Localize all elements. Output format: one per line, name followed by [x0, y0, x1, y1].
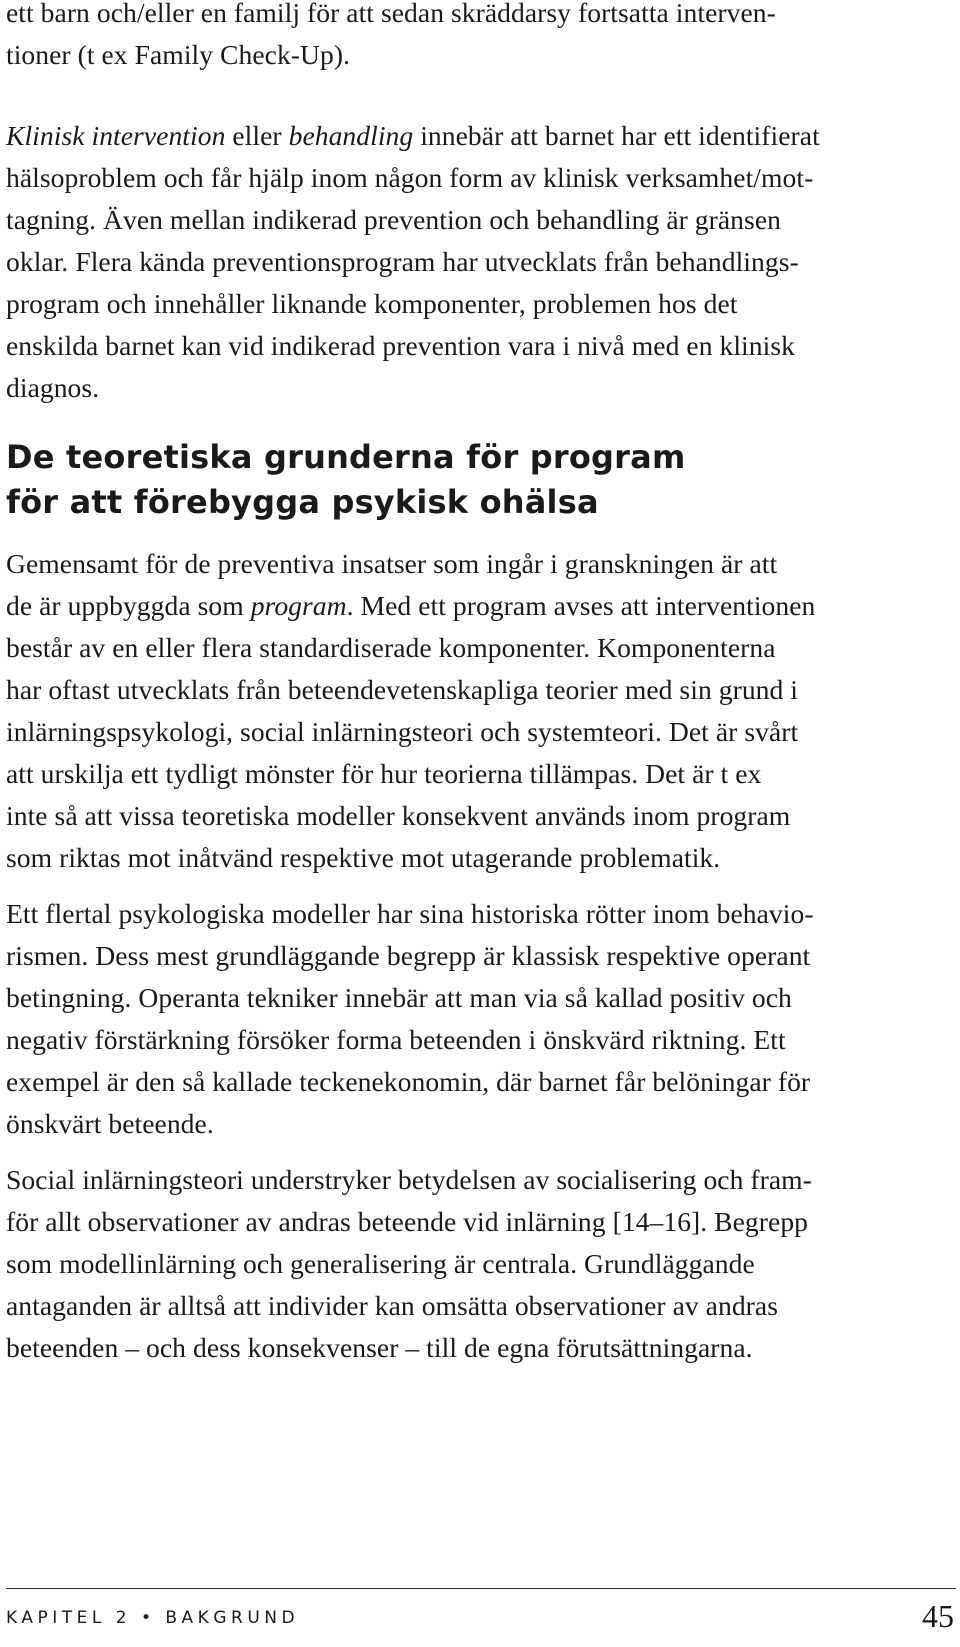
text-line: består av en eller flera standardiserade komponenter. Komponenterna [6, 632, 776, 663]
text-span: eller [225, 120, 289, 151]
italic-term: program [250, 590, 347, 621]
text-line: inte så att vissa teoretiska modeller konsekvent används inom program [6, 800, 791, 831]
italic-term: behandling [288, 120, 414, 151]
text-line: inlärningspsykologi, social inlärningsteori och systemteori. Det är svårt [6, 716, 799, 747]
running-footer: KAPITEL 2 • BAKGRUND [6, 1608, 300, 1628]
text-line: för allt observationer av andras beteende vid inlärning [14–16]. Begrepp [6, 1206, 809, 1237]
text-line: program och innehåller liknande komponenter, problemen hos det [6, 288, 738, 319]
footer-divider [6, 1588, 956, 1589]
text-span: de är uppbyggda som [6, 590, 251, 621]
text-line [6, 585, 815, 627]
heading-line: De teoretiska grunderna för program [6, 438, 686, 476]
text-line: tioner (t ex Family Check-Up). [6, 39, 351, 70]
text-span: . Med ett program avses att interventionen [346, 590, 816, 621]
text-line: antaganden är alltså att individer kan omsätta observationer av andras [6, 1290, 779, 1321]
text-line: beteenden – och dess konsekvenser – till de egna förutsättningarna. [6, 1332, 753, 1363]
text-line: ett barn och/eller en familj för att sedan skräddarsy fortsatta interven- [6, 0, 776, 28]
section-heading [6, 435, 685, 525]
text-line: diagnos. [6, 372, 100, 403]
paragraph-2 [6, 115, 820, 409]
text-line: enskilda barnet kan vid indikerad prevention vara i nivå med en klinisk [6, 330, 795, 361]
text-line: önskvärt beteende. [6, 1108, 214, 1139]
paragraph-5 [6, 1159, 812, 1369]
text-line: som modellinlärning och generalisering är centrala. Grundläggande [6, 1248, 755, 1279]
text-line: Gemensamt för de preventiva insatser som ingår i granskningen är att [6, 548, 778, 579]
text-line: betingning. Operanta tekniker innebär att man via så kallad positiv och [6, 982, 792, 1013]
text-line: rismen. Dess mest grundläggande begrepp är klassisk respektive operant [6, 940, 811, 971]
text-line: Ett flertal psykologiska modeller har sina historiska rötter inom behavio- [6, 898, 814, 929]
text-line: hälsoproblem och får hjälp inom någon form av klinisk verksamhet/mot- [6, 162, 814, 193]
text-span: innebär att barnet har ett identifierat [413, 120, 820, 151]
text-line [6, 115, 820, 157]
text-line: har oftast utvecklats från beteendevetenskapliga teorier med sin grund i [6, 674, 799, 705]
text-line: att urskilja ett tydligt mönster för hur teorierna tillämpas. Det är t ex [6, 758, 762, 789]
text-line: negativ förstärkning försöker forma beteenden i önskvärd riktning. Ett [6, 1024, 786, 1055]
text-line: som riktas mot inåtvänd respektive mot utagerande problematik. [6, 842, 721, 873]
page-number: 45 [922, 1598, 954, 1634]
text-line: tagning. Även mellan indikerad prevention och behandling är gränsen [6, 204, 781, 235]
text-line: Social inlärningsteori understryker betydelsen av socialisering och fram- [6, 1164, 812, 1195]
document-page [6, 0, 954, 1647]
italic-term: Klinisk intervention [6, 120, 226, 151]
text-line: exempel är den så kallade teckenekonomin, där barnet får belöningar för [6, 1066, 811, 1097]
paragraph-1 [6, 0, 776, 76]
text-line: oklar. Flera kända preventionsprogram har utvecklats från behandlings- [6, 246, 799, 277]
paragraph-3 [6, 543, 815, 879]
heading-line: för att förebygga psykisk ohälsa [6, 483, 599, 521]
paragraph-4 [6, 893, 814, 1145]
